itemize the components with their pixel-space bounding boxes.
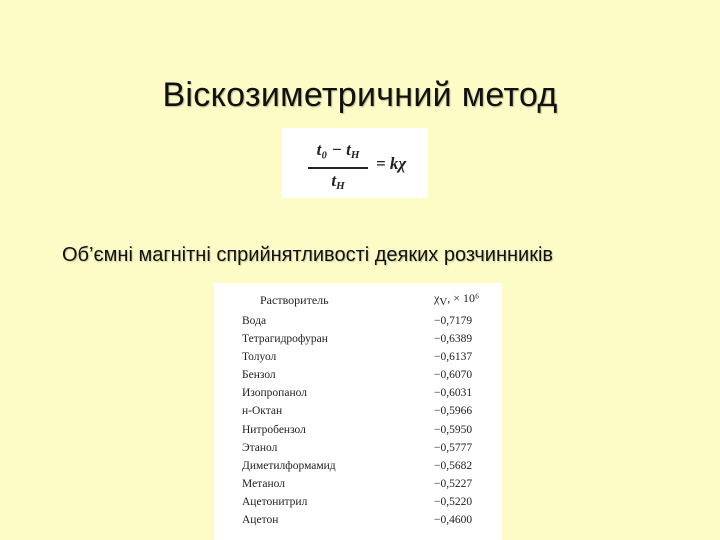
solvent-name: Ацетонитрил [242, 495, 308, 508]
table-row [214, 460, 502, 478]
solvent-name: Вода [242, 315, 267, 327]
susceptibility-value: −0,5682 [434, 459, 473, 472]
susceptibility-value: −0,6137 [434, 351, 473, 364]
susceptibility-value: −0,6070 [434, 369, 473, 382]
table-row [214, 496, 502, 514]
susceptibility-value: −0,6031 [434, 387, 473, 400]
solvent-name: Толуол [242, 351, 277, 364]
susceptibility-value: −0,4600 [434, 514, 473, 527]
table-row [214, 514, 502, 532]
section-subtitle: Об’ємні магнітні сприйнятливості деяких розчинників [62, 244, 554, 266]
column-header-value: χV, × 10⁶ [434, 291, 480, 308]
susceptibility-value: −0,5966 [434, 405, 473, 418]
table-row [214, 333, 502, 351]
solvent-name: н-Октан [242, 405, 283, 418]
solvent-name: Изопропанол [242, 387, 307, 400]
slide-title: Віскозиметричний метод [162, 76, 558, 114]
solvent-name: Метанол [242, 477, 285, 490]
solvent-name: Бензол [242, 369, 276, 382]
table-row [214, 478, 502, 496]
susceptibility-table [214, 283, 502, 540]
solvent-name: Диметилформамид [242, 459, 336, 472]
table-body [214, 315, 502, 532]
susceptibility-value: −0,5227 [434, 477, 473, 490]
fraction-bar [308, 167, 368, 169]
formula-numerator: $t_0 - t_H$ [316, 140, 360, 161]
susceptibility-value: −0,5220 [434, 495, 473, 508]
table-row [214, 387, 502, 405]
solvent-name: Тетрагидрофуран [242, 333, 328, 346]
susceptibility-value: −0,5777 [434, 441, 473, 454]
solvent-name: Нитробензол [242, 423, 306, 436]
table-row [214, 424, 502, 442]
table-row [214, 369, 502, 387]
table-row [214, 351, 502, 369]
table-row [214, 315, 502, 333]
susceptibility-value: −0,5950 [434, 423, 473, 436]
solvent-name: Ацетон [242, 514, 279, 527]
table-row [214, 442, 502, 460]
table-row [214, 405, 502, 423]
solvent-name: Этанол [242, 441, 278, 454]
susceptibility-value: −0,7179 [434, 315, 473, 327]
formula-image [282, 128, 428, 198]
formula-rhs: = kχ [376, 154, 407, 173]
susceptibility-value: −0,6389 [434, 333, 473, 346]
column-header-solvent: Растворитель [260, 293, 329, 307]
formula-denominator: $t_H$ [331, 171, 345, 192]
